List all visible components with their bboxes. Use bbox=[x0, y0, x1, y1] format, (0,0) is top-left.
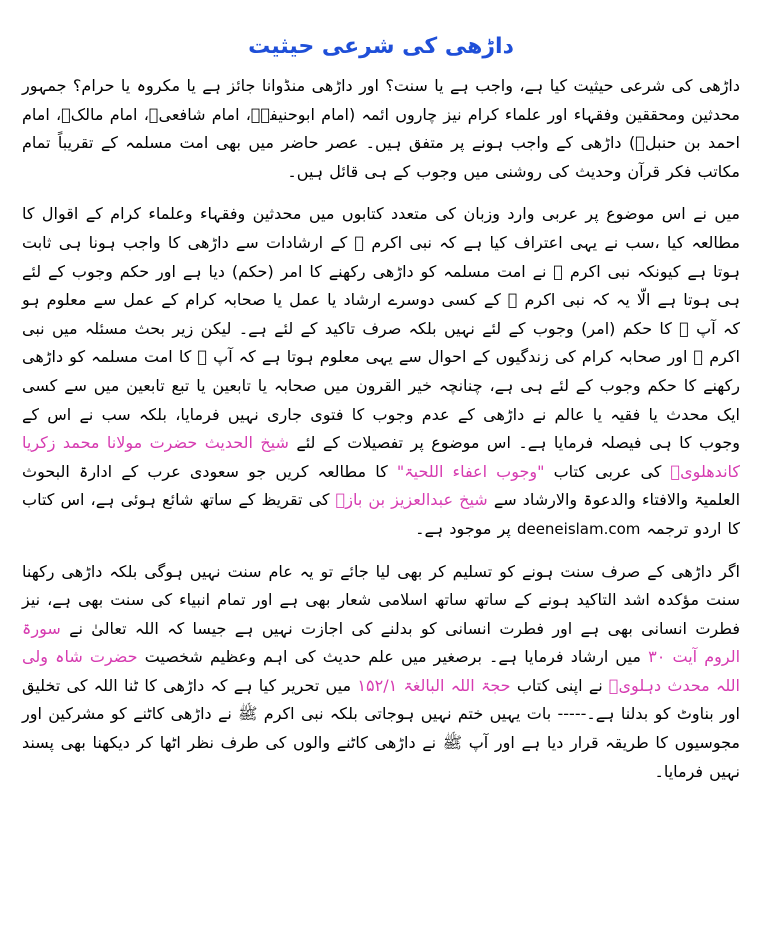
paragraph-text: میں تحریر کیا ہے کہ داڑھی کا ٹنا اللہ کی تخلیق اور بناوٹ کو بدلنا ہے۔----- بات یہیں ختم نہیں ہوجاتی بلکہ نبی اکرم ﷺ نے داڑھی کاٹنے کو مشرکین اور مجوسیوں کا طریقہ قرار دیا ہے اور آپ ﷺ نے داڑھی کاٹنے والوں کی طرف نظر اٹھا کر دیکھنا بھی پسند نہیں فرمایا۔ bbox=[22, 675, 740, 781]
article-body bbox=[22, 72, 740, 786]
paragraph-text: کی عربی کتاب bbox=[544, 461, 671, 481]
highlighted-reference: سورۃ الروم آیت ۳۰ bbox=[22, 618, 741, 667]
paragraph-text: کا مطالعہ کریں جو سعودی عرب کے ادارۃ البحوث العلمیۃ والافتاء والدعوۃ والارشاد سے bbox=[22, 461, 741, 510]
paragraph-text: داڑھی کی شرعی حیثیت کیا ہے، واجب ہے یا سنت؟ اور داڑھی منڈوانا جائز ہے یا مکروہ یا حرام؟ جمہور محدثین ومحققین وفقہاء اور علماء کرام نیز چاروں ائمہ (امام ابوحنیفہؒ، امام شافعیؒ، امام مالکؒ، امام احمد بن حنبلؒ) داڑھی کے واجب ہونے پر متفق ہیں۔ عصر حاضر میں بھی امت مسلمہ کے تقریباً تمام مکاتب فکر قرآن وحدیث کی روشنی میں وجوب کے ہی قائل ہیں۔ bbox=[22, 76, 740, 181]
highlighted-reference: شیخ عبدالعزیز بن بازؒ bbox=[335, 490, 488, 510]
paragraph-text: پر موجود ہے۔ bbox=[415, 518, 517, 538]
paragraph bbox=[22, 558, 740, 787]
paragraph-text: کی تقریظ کے ساتھ شائع ہوئی ہے، اس کتاب کا اردو ترجمہ bbox=[22, 490, 740, 538]
paragraph-text: میں ارشاد فرمایا ہے۔ برصغیر میں علم حدیث کی اہم وعظیم شخصیت bbox=[137, 647, 649, 667]
highlighted-reference: شیخ الحدیث حضرت مولانا محمد زکریا کاندھلویؒ bbox=[22, 433, 741, 481]
highlighted-reference: حضرت شاہ ولی اللہ محدث دہلویؒ bbox=[22, 647, 740, 695]
paragraph-text: میں نے اس موضوع پر عربی وارد وزبان کی متعدد کتابوں میں محدثین وفقہاء وعلماء کرام کے اقوال کا مطالعہ کیا ،سب نے یہی اعتراف کیا ہے کہ نبی اکرم ﷺ کے ارشادات سے داڑھی کا واجب ہونا ہی ثابت ہوتا ہے کیونکہ نبی اکرم ﷺ نے امت مسلمہ کو داڑھی رکھنے کا امر (حکم) دیا ہے اور حکم وجوب کے لئے ہی ہوتا ہے الّا یہ کہ نبی اکرم ﷺ کے کسی دوسرے ارشاد یا عمل یا صحابہ کرام کے عمل سے معلوم ہو کہ آپ ﷺ کا حکم (امر) وجوب کے لئے نہیں بلکہ صرف تاکید کے لئے ہے۔ لیکن زیر بحث مسئلہ میں نبی اکرم ﷺ اور صحابہ کرام کی زندگیوں کے احوال سے یہی معلوم ہوتا ہے کہ آپ ﷺ کا امت مسلمہ کو داڑھی رکھنے کا حکم وجوب کے لئے ہی ہے، چنانچہ خیر القرون میں صحابہ یا تابعین یا تبع تابعین میں سے کسی ایک محدث یا فقیہ یا عالم نے داڑھی کے عدم وجوب کا فتوی جاری نہیں فرمایا، بلکہ سب نے اس کے وجوب کا ہی فیصلہ فرمایا ہے۔ اس موضوع پر تفصیلات کے لئے bbox=[22, 204, 740, 453]
highlighted-reference: حجۃ اللہ البالغۃ ۱۵۲/۱ bbox=[357, 675, 511, 695]
paragraph-text: نے اپنی کتاب bbox=[510, 675, 609, 695]
page-title: داڑھی کی شرعی حیثیت bbox=[248, 34, 514, 59]
paragraph bbox=[22, 72, 740, 186]
website-link-text: deeneislam.com bbox=[516, 519, 641, 538]
paragraph-text: اگر داڑھی کے صرف سنت ہونے کو تسلیم کر بھی لیا جائے تو یہ عام سنت نہیں ہوگی بلکہ داڑھی رکھنا سنت مؤکدہ اشد التاکید ہونے کے ساتھ ساتھ اسلامی شعار بھی ہے اور تمام انبیاء کی سنت بھی ہے، نیز فطرت انسانی بھی ہے اور فطرت انسانی کو بدلنے کی اجازت نہیں ہے جیسا کہ اللہ تعالیٰ نے bbox=[22, 561, 740, 638]
highlighted-reference: "وجوب اعفاء اللحیۃ" bbox=[396, 461, 545, 481]
paragraph bbox=[22, 200, 740, 543]
